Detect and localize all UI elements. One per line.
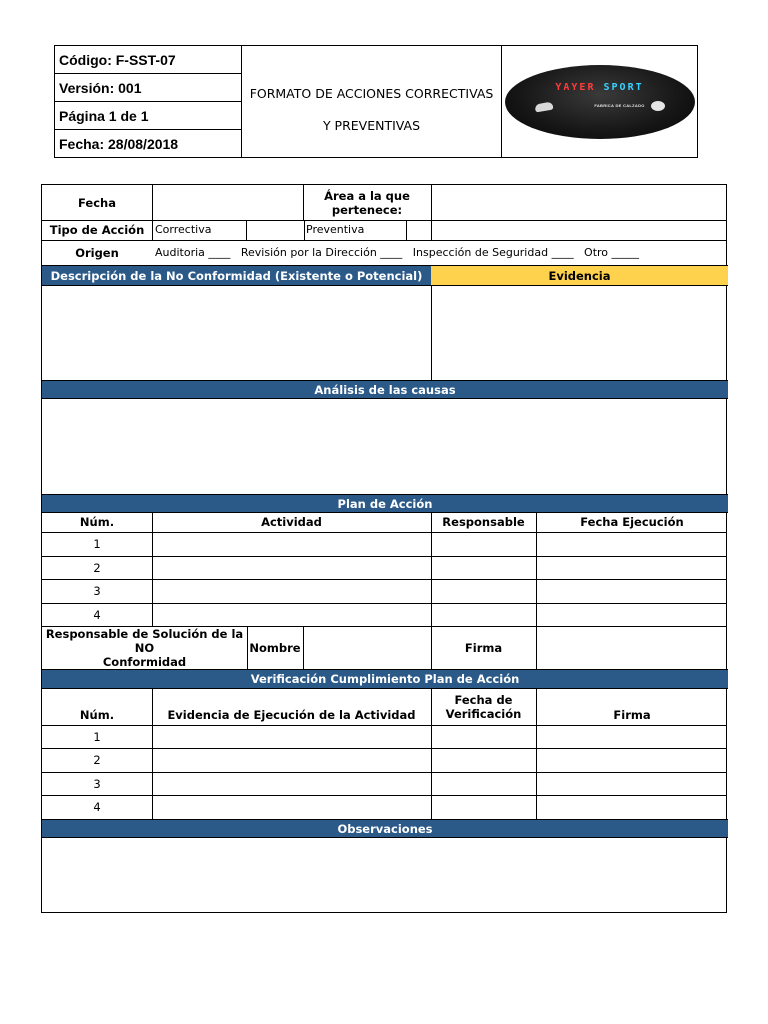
verif-row-num: 1 <box>93 729 101 744</box>
observaciones-section-title: Observaciones <box>42 819 728 838</box>
grid-line <box>406 220 407 240</box>
plan-header-num: Núm. <box>79 515 115 529</box>
grid-line <box>42 725 726 726</box>
verif-row-num: 3 <box>93 776 101 791</box>
tipo-accion-extra <box>431 220 728 240</box>
grid-line <box>431 286 432 380</box>
document-metadata <box>55 46 242 157</box>
preventiva-checkbox[interactable] <box>406 220 431 240</box>
grid-line <box>246 220 247 240</box>
area-field[interactable] <box>431 185 728 220</box>
verificacion-section-title: Verificación Cumplimiento Plan de Acción <box>42 669 728 689</box>
grid-line <box>304 220 305 240</box>
plan-row-num: 4 <box>93 607 101 622</box>
grid-line <box>536 512 537 669</box>
verif-header-num: Núm. <box>79 708 115 722</box>
evidencia-area[interactable] <box>431 286 728 380</box>
grid-line <box>152 688 153 819</box>
plan-row-num: 3 <box>93 584 101 598</box>
verif-header-firma: Firma <box>613 708 651 722</box>
plan-section-title: Plan de Acción <box>42 494 728 513</box>
grid-line <box>42 532 726 533</box>
analisis-section-title: Análisis de las causas <box>42 380 728 399</box>
document-date: Fecha: 28/08/2018 <box>59 135 179 152</box>
analisis-area[interactable] <box>42 399 728 494</box>
fecha-field[interactable] <box>152 185 303 220</box>
firma-label: Firma <box>464 640 503 655</box>
document-title-line2: Y PREVENTIVAS <box>322 117 421 133</box>
grid-line <box>247 626 248 669</box>
area-label: Área a la que pertenece: <box>324 188 410 217</box>
verif-row-num: 4 <box>93 800 101 814</box>
verif-header-fecha: Fecha de Verificación <box>445 692 522 721</box>
grid-line <box>42 748 726 749</box>
document-title <box>242 46 502 157</box>
descripcion-section-title: Descripción de la No Conformidad (Existente o Potencial) <box>42 265 431 286</box>
grid-line <box>152 512 153 626</box>
document-page: Página 1 de 1 <box>55 102 241 130</box>
origen-options: Auditoria ____ Revisión por la Dirección ____ Inspección de Seguridad ____ Otro _____ <box>155 245 640 259</box>
grid-line <box>42 626 726 627</box>
grid-line <box>431 185 432 240</box>
evidencia-section-title: Evidencia <box>431 265 728 286</box>
grid-line <box>42 265 726 266</box>
grid-line <box>431 688 432 819</box>
responsable-solucion-label: Responsable de Solución de la NO Conformidad <box>45 626 244 669</box>
nombre-label: Nombre <box>249 640 301 655</box>
descripcion-area[interactable] <box>42 286 431 380</box>
company-logo <box>505 65 695 139</box>
plan-header-actividad: Actividad <box>261 515 322 529</box>
document-header <box>54 45 698 158</box>
grid-line <box>42 795 726 796</box>
firma-field[interactable] <box>536 626 728 669</box>
grid-line <box>42 556 726 557</box>
grid-line <box>431 512 432 669</box>
origen-label: Origen <box>75 245 119 260</box>
logo-brand-word-2: SPORT <box>603 81 644 93</box>
grid-line <box>42 220 726 221</box>
verif-header-evidencia: Evidencia de Ejecución de la Actividad <box>167 708 416 722</box>
grid-line <box>42 240 726 241</box>
shoe-icon <box>534 101 553 112</box>
logo-tagline: FABRICA DE CALZADO <box>594 102 645 108</box>
company-logo-cell <box>502 46 697 157</box>
grid-line <box>42 579 726 580</box>
logo-brand-text <box>555 82 643 93</box>
plan-header-fecha-ejecucion: Fecha Ejecución <box>580 515 684 529</box>
grid-line <box>42 772 726 773</box>
observaciones-area[interactable] <box>42 838 728 913</box>
nombre-field[interactable] <box>303 626 431 669</box>
ball-icon <box>651 101 665 111</box>
document-code: Código: F-SST-07 <box>55 46 241 74</box>
document-title-line1: FORMATO DE ACCIONES CORRECTIVAS <box>249 85 494 101</box>
logo-brand-word-1: YAYER <box>555 81 596 93</box>
document-version: Versión: 001 <box>55 74 241 102</box>
grid-line <box>536 688 537 819</box>
preventiva-label: Preventiva <box>306 223 365 236</box>
grid-line <box>303 185 304 220</box>
fecha-label: Fecha <box>78 195 116 210</box>
tipo-accion-label: Tipo de Acción <box>49 223 145 237</box>
corrective-action-form <box>41 184 727 913</box>
correctiva-checkbox[interactable] <box>246 220 303 240</box>
verif-row-num: 2 <box>93 753 101 767</box>
plan-row-num: 1 <box>93 537 101 551</box>
grid-line <box>152 185 153 240</box>
plan-row-num: 2 <box>93 560 101 575</box>
plan-header-responsable: Responsable <box>442 515 525 529</box>
correctiva-label: Correctiva <box>155 223 212 236</box>
grid-line <box>303 626 304 669</box>
grid-line <box>42 603 726 604</box>
